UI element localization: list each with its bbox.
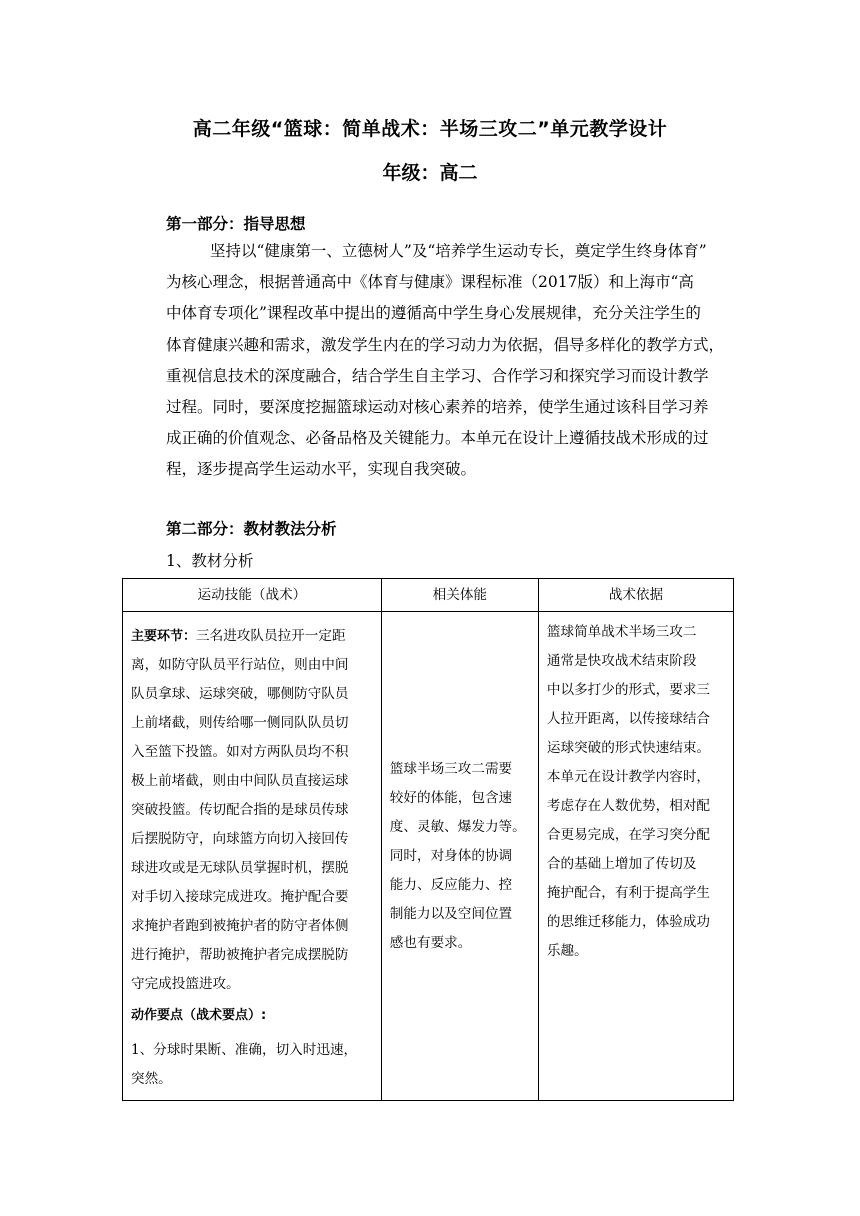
cell-line: 人拉开距离，以传接球结合 xyxy=(546,711,711,727)
part1-paragraph xyxy=(122,236,738,486)
paragraph-line: 中体育专项化”课程改革中提出的遵循高中学生身心发展规律，充分关注学生的 xyxy=(166,304,701,323)
cell-line: 感也有要求。 xyxy=(389,934,472,951)
cell-line: 守完成投篮进攻。 xyxy=(131,976,240,992)
cell-line: 合更易完成，在学习突分配 xyxy=(546,827,711,843)
cell-line: 极上前堵截，则由中间队员直接运球 xyxy=(131,773,349,789)
cell-line: 1、分球时果断、准确，切入时迅速， xyxy=(131,1042,358,1058)
cell-line: 通常是快攻战术结束阶段 xyxy=(546,653,697,669)
cell-line: 篮球简单战术半场三攻二 xyxy=(546,624,697,640)
cell-line: 突然。 xyxy=(131,1071,172,1087)
section-subheading: 1、教材分析 xyxy=(166,552,254,570)
paragraph-line: 重视信息技术的深度融合，结合学生自主学习、合作学习和探究学习而设计教学 xyxy=(166,366,709,385)
table-cell-skills xyxy=(123,612,382,1101)
paragraph-line: 过程。同时，要深度挖掘篮球运动对核心素养的培养，使学生通过该科目学习养 xyxy=(166,398,709,417)
cell-line: 求掩护者跑到被掩护者的防守者体侧 xyxy=(131,918,349,934)
paragraph-line: 成正确的价值观念、必备品格及关键能力。本单元在设计上遵循技战术形成的过 xyxy=(166,429,709,448)
cell-line: 的思维迁移能力，体验成功 xyxy=(546,914,711,930)
cell-line: 篮球半场三攻二需要 xyxy=(389,760,513,777)
cell-line: 对手切入接球完成进攻。掩护配合要 xyxy=(131,889,349,905)
cell-line: 上前堵截，则传给哪一侧同队队员切 xyxy=(131,715,349,731)
cell-line: 掩护配合，有利于提高学生 xyxy=(546,885,711,901)
cell-line: 三名进攻队员拉开一定距 xyxy=(196,628,346,644)
cell-line: 中以多打少的形式，要求三 xyxy=(546,682,711,698)
cell-line: 乐趣。 xyxy=(546,943,588,959)
cell-line: 合的基础上增加了传切及 xyxy=(546,856,697,872)
paragraph-line: 体育健康兴趣和需求，激发学生内在的学习动力为依据，倡导多样化的教学方式， xyxy=(166,335,725,354)
cell-line: 同时，对身体的协调 xyxy=(389,847,513,864)
cell-line: 运球突破的形式快速结束。 xyxy=(546,740,711,756)
table-header-cell: 相关体能 xyxy=(381,579,538,612)
cell-line: 入至篮下投篮。如对方两队员均不积 xyxy=(131,744,349,760)
part2-heading: 第二部分：教材教法分析 xyxy=(166,520,337,538)
table-header-row xyxy=(123,579,734,612)
cell-line: 考虑存在人数优势，相对配 xyxy=(546,798,711,814)
paragraph-line: 坚持以“健康第一、立德树人”及“培养学生运动专长，奠定学生终身体育” xyxy=(210,242,707,260)
cell-line: 球进攻或是无球队员掌握时机，摆脱 xyxy=(131,860,349,876)
cell-line: 度、灵敏、爆发力等。 xyxy=(389,818,526,835)
table-header-cell: 运动技能（战术） xyxy=(123,579,382,612)
key-points-label: 动作要点（战术要点）: xyxy=(131,1008,267,1023)
part1-heading: 第一部分：指导思想 xyxy=(166,215,306,233)
cell-line: 队员拿球、运球突破，哪侧防守队员 xyxy=(131,686,349,702)
table-row xyxy=(123,612,734,1101)
cell-line: 本单元在设计教学内容时， xyxy=(546,769,711,785)
paragraph-line: 程，逐步提高学生运动水平，实现自我突破。 xyxy=(166,460,477,479)
cell-line: 突破投篮。传切配合指的是球员传球 xyxy=(131,802,349,818)
textbook-analysis-table xyxy=(122,578,734,1101)
cell-line: 离，如防守队员平行站位，则由中间 xyxy=(131,657,349,673)
cell-line: 能力、反应能力、控 xyxy=(389,876,513,893)
table-header-cell: 战术依据 xyxy=(538,579,733,612)
paragraph-line: 为核心理念，根据普通高中《体育与健康》课程标准（2017版）和上海市“高 xyxy=(166,273,694,292)
table-cell-basis xyxy=(538,612,733,1101)
document-title: 高二年级“篮球：简单战术：半场三攻二”单元教学设计 xyxy=(192,118,668,140)
cell-line: 进行掩护，帮助被掩护者完成摆脱防 xyxy=(131,947,349,963)
table-cell-fitness xyxy=(381,612,538,1101)
cell-line: 较好的体能，包含速 xyxy=(389,789,513,806)
cell-line: 后摆脱防守，向球篮方向切入接回传 xyxy=(131,831,349,847)
grade-subtitle: 年级：高二 xyxy=(382,162,478,184)
main-steps-label: 主要环节： xyxy=(131,629,197,644)
cell-line: 制能力以及空间位置 xyxy=(389,905,513,922)
